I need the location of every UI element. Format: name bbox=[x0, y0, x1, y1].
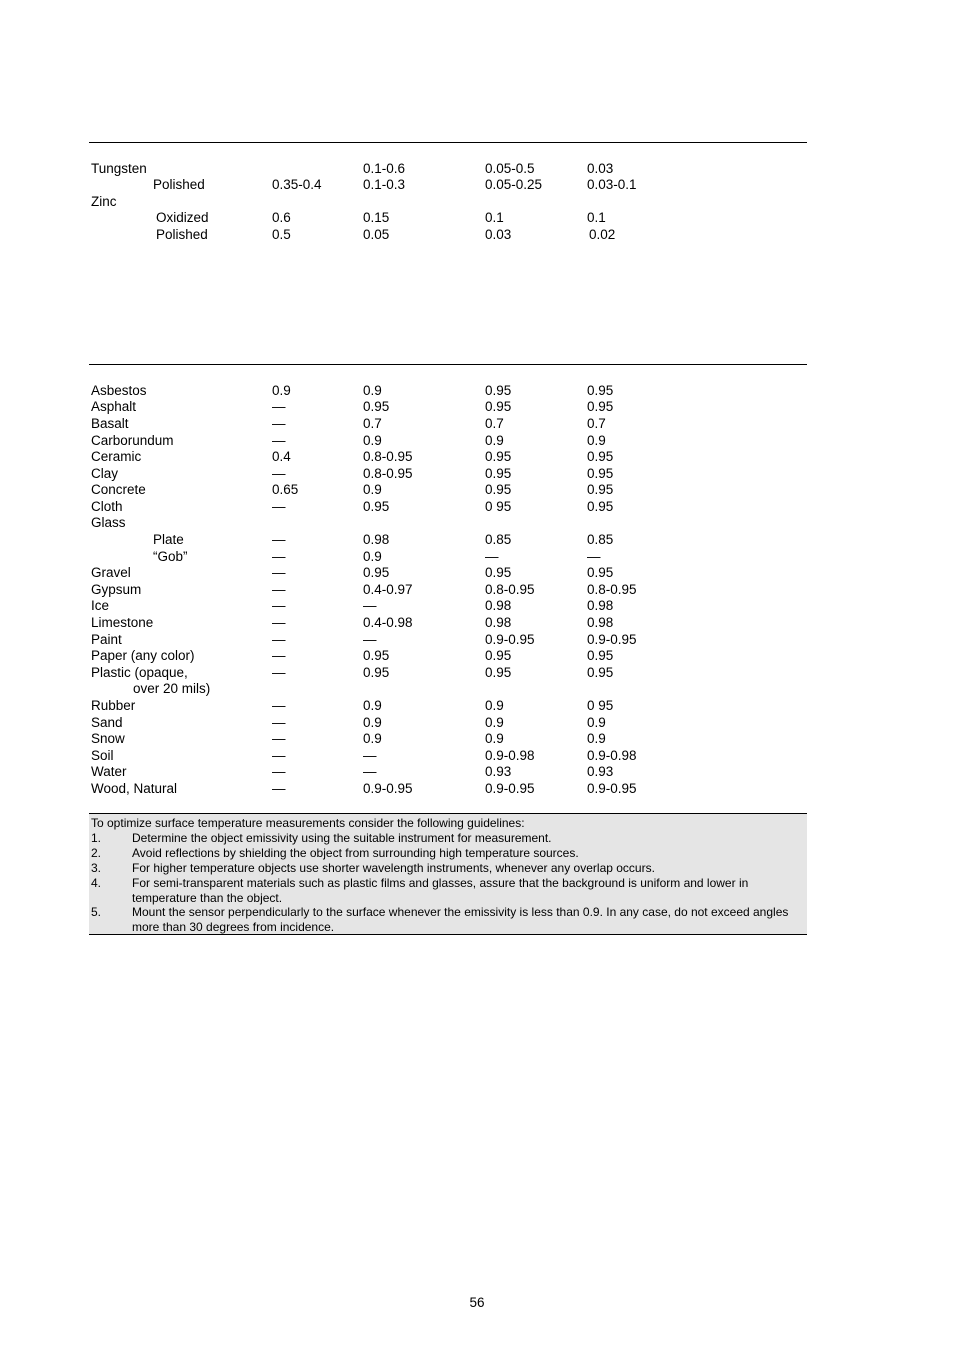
table-row bbox=[0, 614, 954, 631]
emissivity-value: 0.9 bbox=[363, 482, 382, 497]
emissivity-value: 0.95 bbox=[363, 499, 390, 514]
emissivity-value: 0.95 bbox=[363, 399, 390, 414]
table-row bbox=[0, 226, 954, 243]
emissivity-value: 0.95 bbox=[587, 383, 614, 398]
material-name: Gypsum bbox=[91, 582, 142, 597]
emissivity-value: — bbox=[272, 532, 286, 547]
emissivity-value: — bbox=[272, 416, 286, 431]
material-name: Zinc bbox=[91, 194, 117, 209]
emissivity-value: — bbox=[272, 582, 286, 597]
table-row bbox=[0, 631, 954, 648]
emissivity-value: 0.05 bbox=[363, 227, 390, 242]
emissivity-value: 0.95 bbox=[485, 648, 512, 663]
emissivity-value: 0.95 bbox=[363, 565, 390, 580]
emissivity-value: — bbox=[272, 433, 286, 448]
emissivity-value: 0.1-0.3 bbox=[363, 177, 406, 192]
emissivity-value: 0.9 bbox=[363, 433, 382, 448]
table-row bbox=[0, 730, 954, 747]
table-row bbox=[0, 160, 954, 177]
emissivity-value: 0.1-0.6 bbox=[363, 161, 406, 176]
emissivity-value: — bbox=[272, 399, 286, 414]
material-name: Tungsten bbox=[91, 161, 147, 176]
table-row bbox=[0, 680, 954, 697]
emissivity-value: 0.6 bbox=[272, 210, 291, 225]
table-row bbox=[0, 465, 954, 482]
emissivity-value: 0.9 bbox=[363, 715, 382, 730]
material-name: Plastic (opaque, bbox=[91, 665, 188, 680]
material-name: Clay bbox=[91, 466, 119, 481]
emissivity-value: — bbox=[272, 764, 286, 779]
emissivity-value: 0.4-0.98 bbox=[363, 615, 413, 630]
guideline-text: For higher temperature objects use shorter wavelength instruments, whenever any overlap occurs. bbox=[132, 861, 655, 875]
emissivity-value: 0.03 bbox=[485, 227, 512, 242]
emissivity-value: 0.4-0.97 bbox=[363, 582, 413, 597]
material-name: Limestone bbox=[91, 615, 154, 630]
emissivity-value: 0.95 bbox=[587, 449, 614, 464]
emissivity-value: 0.8-0.95 bbox=[485, 582, 535, 597]
emissivity-value: 0.85 bbox=[587, 532, 614, 547]
table-row bbox=[0, 647, 954, 664]
material-name: Gravel bbox=[91, 565, 131, 580]
material-name: Water bbox=[91, 764, 127, 779]
emissivity-value: 0.9-0.95 bbox=[485, 632, 535, 647]
emissivity-value: 0.9 bbox=[587, 715, 606, 730]
guideline-number: 1. bbox=[91, 831, 102, 845]
emissivity-value: 0.9 bbox=[272, 383, 291, 398]
material-name: Wood, Natural bbox=[91, 781, 178, 796]
material-name: Paper (any color) bbox=[91, 648, 195, 663]
emissivity-value: 0.98 bbox=[363, 532, 390, 547]
emissivity-value: 0.5 bbox=[272, 227, 291, 242]
emissivity-value: 0.7 bbox=[363, 416, 382, 431]
table-row bbox=[0, 481, 954, 498]
emissivity-value: — bbox=[272, 665, 286, 680]
emissivity-value: 0.1 bbox=[587, 210, 606, 225]
emissivity-value: — bbox=[272, 598, 286, 613]
emissivity-value: 0.98 bbox=[485, 615, 512, 630]
emissivity-value: 0.1 bbox=[485, 210, 504, 225]
material-name: Soil bbox=[91, 748, 114, 763]
emissivity-value: — bbox=[272, 648, 286, 663]
emissivity-value: — bbox=[272, 731, 286, 746]
table-row bbox=[0, 193, 954, 210]
material-name: Paint bbox=[91, 632, 122, 647]
material-name: Snow bbox=[91, 731, 125, 746]
emissivity-value: 0.9-0.95 bbox=[363, 781, 413, 796]
emissivity-value: — bbox=[272, 499, 286, 514]
emissivity-value: 0.95 bbox=[587, 399, 614, 414]
top-rule-metals bbox=[89, 142, 807, 143]
emissivity-value: 0.95 bbox=[485, 482, 512, 497]
emissivity-value: 0.95 bbox=[363, 665, 390, 680]
table-row bbox=[0, 697, 954, 714]
emissivity-value: 0.4 bbox=[272, 449, 291, 464]
emissivity-value: 0.9 bbox=[363, 731, 382, 746]
emissivity-value: 0.02 bbox=[589, 227, 616, 242]
emissivity-value: 0.05-0.5 bbox=[485, 161, 535, 176]
emissivity-value: 0.95 bbox=[587, 648, 614, 663]
guideline-text: Avoid reflections by shielding the object from surrounding high temperature sources. bbox=[132, 846, 579, 860]
table-row bbox=[0, 780, 954, 797]
emissivity-value: — bbox=[272, 565, 286, 580]
table-row bbox=[0, 763, 954, 780]
emissivity-value: — bbox=[272, 549, 286, 564]
emissivity-value: 0.93 bbox=[587, 764, 614, 779]
emissivity-value: — bbox=[272, 748, 286, 763]
table-row bbox=[0, 398, 954, 415]
emissivity-value: 0.9 bbox=[485, 433, 504, 448]
emissivity-value: 0.7 bbox=[485, 416, 504, 431]
emissivity-value: — bbox=[272, 698, 286, 713]
emissivity-value: 0.9-0.95 bbox=[485, 781, 535, 796]
material-name: Basalt bbox=[91, 416, 129, 431]
emissivity-value: 0.95 bbox=[485, 565, 512, 580]
emissivity-value: 0.7 bbox=[587, 416, 606, 431]
emissivity-value: 0.9 bbox=[485, 731, 504, 746]
emissivity-value: 0.95 bbox=[485, 399, 512, 414]
emissivity-value: 0.95 bbox=[363, 648, 390, 663]
table-row bbox=[0, 498, 954, 515]
emissivity-value: 0.9-0.98 bbox=[485, 748, 535, 763]
emissivity-value: 0.95 bbox=[587, 665, 614, 680]
material-name: “Gob” bbox=[153, 549, 188, 564]
emissivity-value: 0.95 bbox=[587, 482, 614, 497]
material-name: Asphalt bbox=[91, 399, 137, 414]
material-name: Asbestos bbox=[91, 383, 147, 398]
guideline-number: 5. bbox=[91, 905, 102, 919]
emissivity-value: 0.95 bbox=[485, 383, 512, 398]
emissivity-value: 0.9 bbox=[363, 549, 382, 564]
emissivity-value: 0.95 bbox=[485, 665, 512, 680]
emissivity-value: 0.9 bbox=[363, 383, 382, 398]
emissivity-value: 0.8-0.95 bbox=[363, 449, 413, 464]
table-row bbox=[0, 564, 954, 581]
emissivity-value: 0.95 bbox=[587, 499, 614, 514]
emissivity-value: 0.8-0.95 bbox=[363, 466, 413, 481]
emissivity-value: 0.65 bbox=[272, 482, 299, 497]
emissivity-value: 0.9 bbox=[363, 698, 382, 713]
table-row bbox=[0, 531, 954, 548]
emissivity-value: 0.98 bbox=[587, 598, 614, 613]
material-name: Polished bbox=[156, 227, 208, 242]
table-row bbox=[0, 747, 954, 764]
emissivity-value: 0.95 bbox=[485, 466, 512, 481]
guideline-number: 3. bbox=[91, 861, 102, 875]
emissivity-value: 0.95 bbox=[485, 449, 512, 464]
page-number: 56 bbox=[469, 1295, 485, 1310]
emissivity-value: 0.05-0.25 bbox=[485, 177, 543, 192]
table-row bbox=[0, 664, 954, 681]
emissivity-value: 0.9 bbox=[485, 715, 504, 730]
emissivity-value: 0.95 bbox=[587, 565, 614, 580]
emissivity-value: 0.95 bbox=[587, 466, 614, 481]
material-name: Glass bbox=[91, 515, 126, 530]
guideline-text: Determine the object emissivity using the suitable instrument for measurement. bbox=[132, 831, 552, 845]
emissivity-value: — bbox=[485, 549, 499, 564]
material-name: Polished bbox=[153, 177, 205, 192]
emissivity-value: — bbox=[272, 466, 286, 481]
emissivity-value: — bbox=[272, 715, 286, 730]
table-row bbox=[0, 514, 954, 531]
emissivity-value: — bbox=[363, 632, 377, 647]
material-name: Rubber bbox=[91, 698, 136, 713]
emissivity-value: 0.93 bbox=[485, 764, 512, 779]
top-rule-non-metals bbox=[89, 364, 807, 365]
material-name: Sand bbox=[91, 715, 123, 730]
table-row bbox=[0, 448, 954, 465]
emissivity-value: — bbox=[363, 598, 377, 613]
table-row bbox=[0, 176, 954, 193]
material-name: Concrete bbox=[91, 482, 146, 497]
material-name: Oxidized bbox=[156, 210, 209, 225]
emissivity-value: — bbox=[272, 615, 286, 630]
table-row bbox=[0, 581, 954, 598]
emissivity-value: — bbox=[272, 781, 286, 796]
emissivity-value: 0.9 bbox=[587, 433, 606, 448]
emissivity-value: — bbox=[363, 748, 377, 763]
emissivity-value: 0.35-0.4 bbox=[272, 177, 322, 192]
table-row bbox=[0, 714, 954, 731]
emissivity-value: — bbox=[363, 764, 377, 779]
emissivity-value: — bbox=[587, 549, 601, 564]
emissivity-value: 0 95 bbox=[587, 698, 614, 713]
guidelines-intro: To optimize surface temperature measurements consider the following guidelines: bbox=[91, 816, 525, 830]
material-name: Ice bbox=[91, 598, 110, 613]
table-row bbox=[0, 548, 954, 565]
emissivity-value: 0.03-0.1 bbox=[587, 177, 637, 192]
material-name: Plate bbox=[153, 532, 184, 547]
emissivity-value: 0.8-0.95 bbox=[587, 582, 637, 597]
table-row bbox=[0, 432, 954, 449]
table-row bbox=[0, 209, 954, 226]
emissivity-value: 0.9 bbox=[587, 731, 606, 746]
guideline-number: 2. bbox=[91, 846, 102, 860]
emissivity-value: 0.9-0.95 bbox=[587, 632, 637, 647]
material-name: over 20 mils) bbox=[133, 681, 211, 696]
material-name: Ceramic bbox=[91, 449, 142, 464]
table-row bbox=[0, 597, 954, 614]
guideline-number: 4. bbox=[91, 876, 102, 890]
guideline-text: Mount the sensor perpendicularly to the surface whenever the emissivity is less than 0.9. In any case, do not exceed angles more than 30 degrees from incidence. bbox=[132, 905, 789, 934]
material-name: Carborundum bbox=[91, 433, 174, 448]
emissivity-value: 0.9 bbox=[485, 698, 504, 713]
table-row bbox=[0, 415, 954, 432]
material-name: Cloth bbox=[91, 499, 123, 514]
table-row bbox=[0, 382, 954, 399]
emissivity-value: 0.9-0.98 bbox=[587, 748, 637, 763]
guideline-text: For semi-transparent materials such as plastic films and glasses, assure that the background is uniform and lower in temperature than the object. bbox=[132, 876, 749, 905]
emissivity-value: 0.15 bbox=[363, 210, 390, 225]
emissivity-value: 0.9-0.95 bbox=[587, 781, 637, 796]
emissivity-value: 0 95 bbox=[485, 499, 512, 514]
emissivity-value: 0.98 bbox=[587, 615, 614, 630]
guidelines-box bbox=[89, 813, 807, 935]
emissivity-value: 0.98 bbox=[485, 598, 512, 613]
emissivity-value: 0.85 bbox=[485, 532, 512, 547]
emissivity-value: — bbox=[272, 632, 286, 647]
emissivity-value: 0.03 bbox=[587, 161, 614, 176]
